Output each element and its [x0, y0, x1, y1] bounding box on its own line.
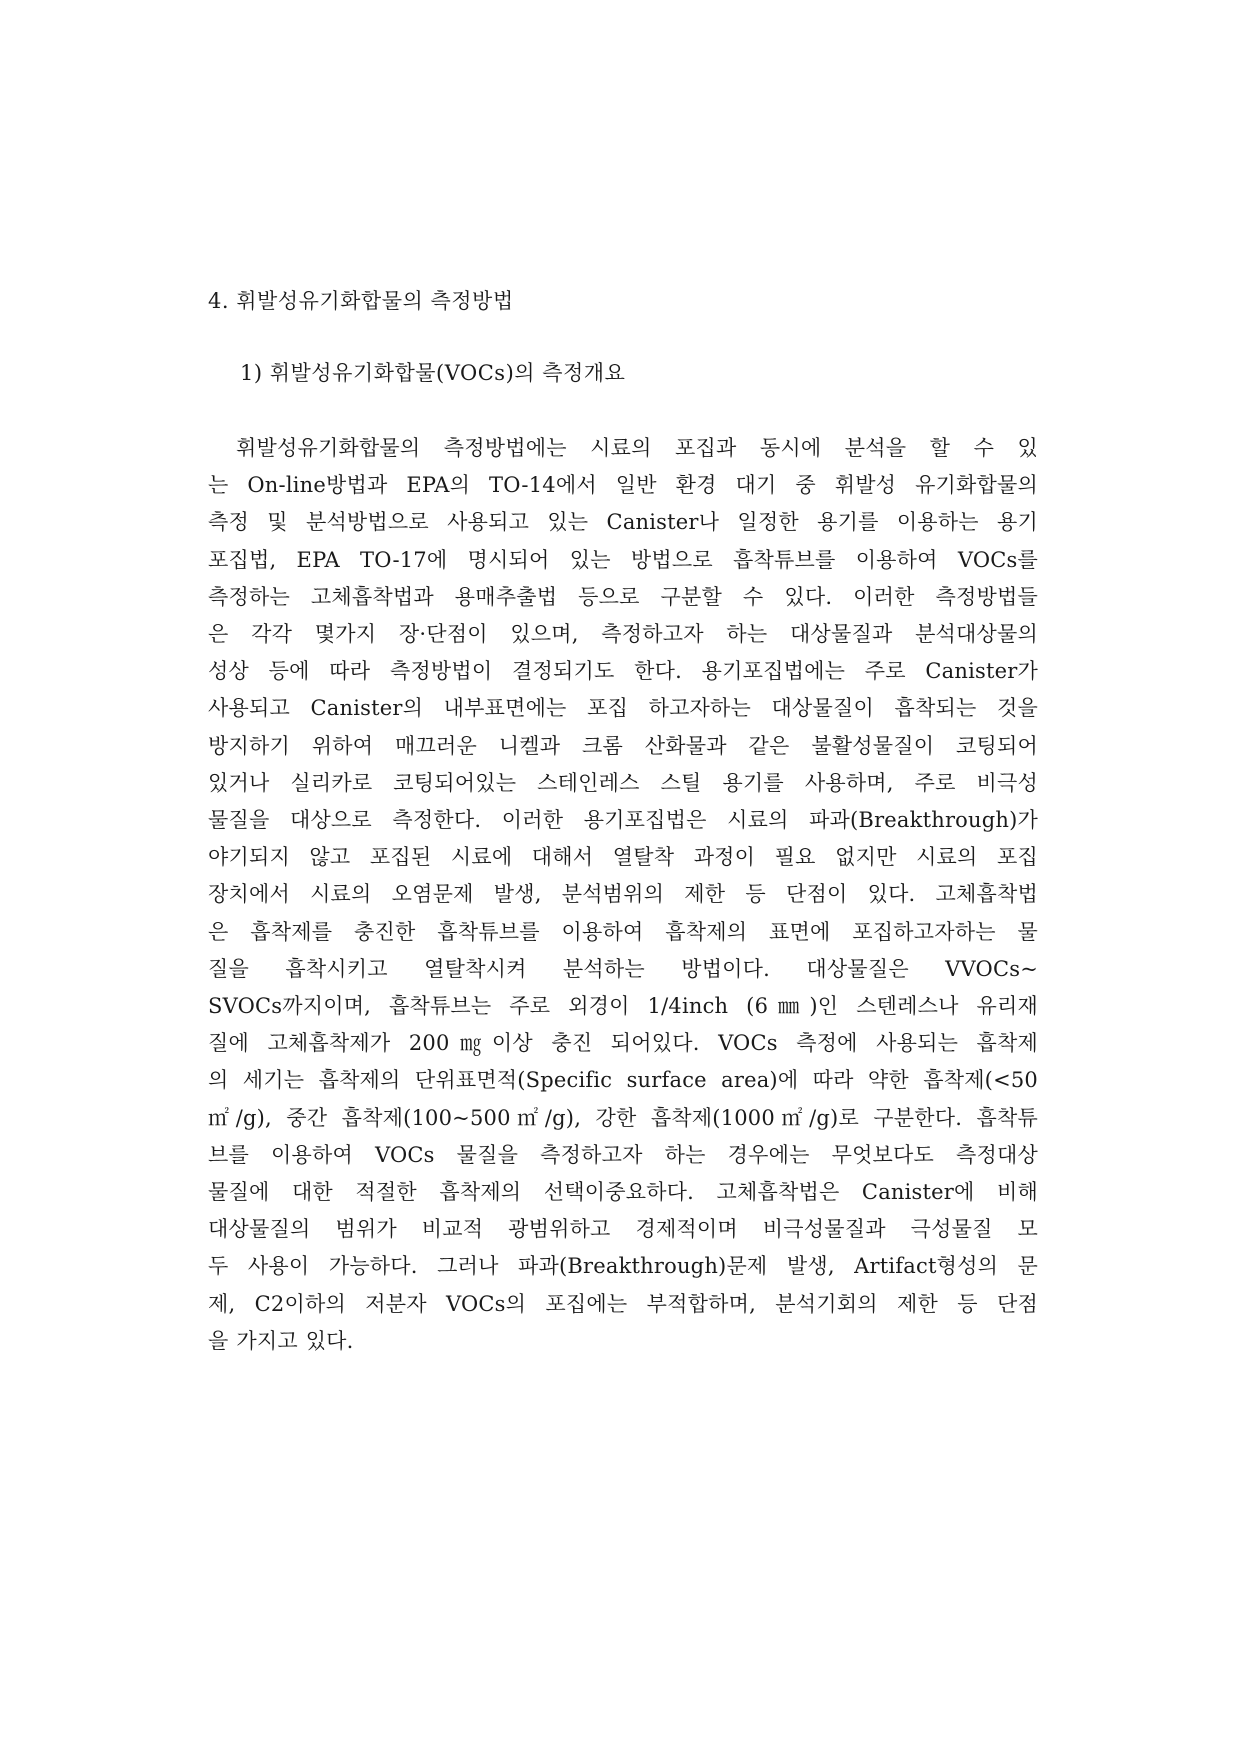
section-heading: 4. 휘발성유기화합물의 측정방법 [208, 289, 514, 313]
paragraph-line: 대상물질의 범위가 비교적 광범위하고 경제적이며 비극성물질과 극성물질 모 [208, 1217, 1038, 1242]
document-page [208, 284, 1038, 1360]
paragraph-line: 은 각각 몇가지 장·단점이 있으며, 측정하고자 하는 대상물질과 분석대상물의 [208, 622, 1038, 647]
paragraph-line: 물질에 대한 적절한 흡착제의 선택이중요하다. 고체흡착법은 Canister에 비해 [208, 1180, 1038, 1205]
paragraph-line: 브를 이용하여 VOCs 물질을 측정하고자 하는 경우에는 무엇보다도 측정대상 [208, 1142, 1038, 1167]
paragraph-line: 을 가지고 있다. [208, 1328, 354, 1353]
paragraph-line: 방지하기 위하여 매끄러운 니켈과 크롬 산화물과 같은 불활성물질이 코팅되어 [208, 733, 1038, 758]
paragraph-line: 측정 및 분석방법으로 사용되고 있는 Canister나 일정한 용기를 이용하는 용기 [208, 510, 1038, 535]
paragraph-line: ㎡/g), 중간 흡착제(100~500㎡/g), 강한 흡착제(1000㎡/g)로 구분한다. 흡착튜 [208, 1105, 1038, 1130]
paragraph-line: 는 On-line방법과 EPA의 TO-14에서 일반 환경 대기 중 휘발성 유기화합물의 [208, 473, 1038, 498]
paragraph-line: SVOCs까지이며, 흡착튜브는 주로 외경이 1/4inch (6㎜)인 스텐레스나 유리재 [208, 994, 1038, 1019]
paragraph-line: 있거나 실리카로 코팅되어있는 스테인레스 스틸 용기를 사용하며, 주로 비극성 [208, 770, 1038, 795]
paragraph-line: 의 세기는 흡착제의 단위표면적(Specific surface area)에 따라 약한 흡착제(<50 [208, 1068, 1038, 1093]
paragraph-line: 질에 고체흡착제가 200㎎이상 충진 되어있다. VOCs 측정에 사용되는 흡착제 [208, 1031, 1038, 1056]
paragraph-line: 성상 등에 따라 측정방법이 결정되기도 한다. 용기포집법에는 주로 Canister가 [208, 659, 1038, 684]
paragraph-line: 제, C2이하의 저분자 VOCs의 포집에는 부적합하며, 분석기회의 제한 등 단점 [208, 1291, 1038, 1316]
paragraph-line: 휘발성유기화합물의 측정방법에는 시료의 포집과 동시에 분석을 할 수 있 [236, 436, 1038, 460]
paragraph-line: 야기되지 않고 포집된 시료에 대해서 열탈착 과정이 필요 없지만 시료의 포집 [208, 845, 1038, 870]
paragraph-line: 두 사용이 가능하다. 그러나 파과(Breakthrough)문제 발생, Artifact형성의 문 [208, 1254, 1038, 1279]
subsection-heading: 1) 휘발성유기화합물(VOCs)의 측정개요 [240, 361, 626, 385]
paragraph-line: 질을 흡착시키고 열탈착시켜 분석하는 방법이다. 대상물질은 VVOCs~ [208, 956, 1038, 981]
paragraph-line: 포집법, EPA TO-17에 명시되어 있는 방법으로 흡착튜브를 이용하여 VOCs를 [208, 547, 1038, 572]
paragraph-line: 장치에서 시료의 오염문제 발생, 분석범위의 제한 등 단점이 있다. 고체흡착법 [208, 882, 1038, 907]
paragraph-line: 은 흡착제를 충진한 흡착튜브를 이용하여 흡착제의 표면에 포집하고자하는 물 [208, 919, 1038, 944]
paragraph-line: 물질을 대상으로 측정한다. 이러한 용기포집법은 시료의 파과(Breakthrough)가 [208, 808, 1038, 833]
body-paragraph [208, 430, 1038, 1360]
paragraph-line: 사용되고 Canister의 내부표면에는 포집 하고자하는 대상물질이 흡착되는 것을 [208, 696, 1038, 721]
paragraph-line: 측정하는 고체흡착법과 용매추출법 등으로 구분할 수 있다. 이러한 측정방법들 [208, 584, 1038, 609]
